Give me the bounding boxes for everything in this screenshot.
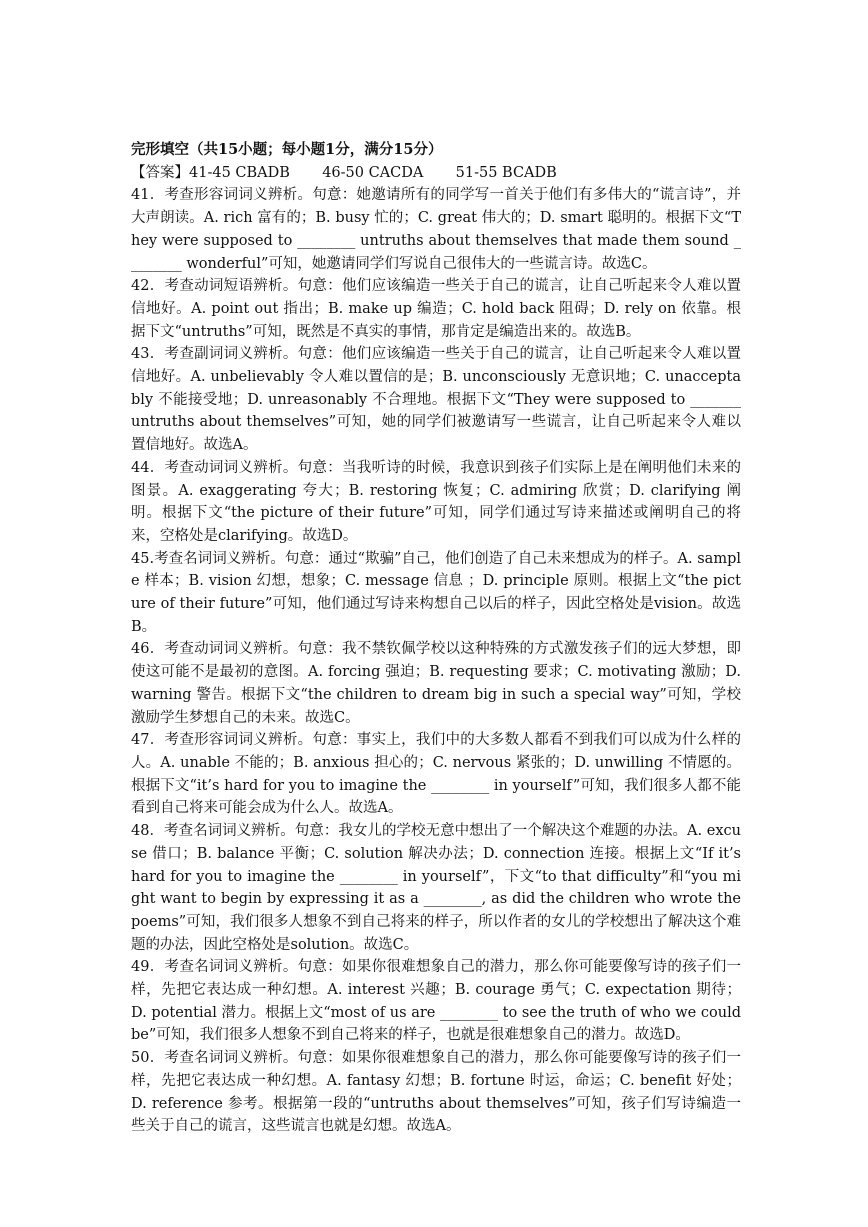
answer-key: [131, 162, 741, 185]
explanation-49: 49．考查名词词义辨析。句意：如果你很难想象自己的潜力，那么你可能要像写诗的孩子们一样，先把它表达成一种幻想。A. interest 兴趣；B. courage 勇气；C. expectation 期待；D. potential 潜力。根据上文“most of us are ________ to see the truth of who we could be”可知，我们很多人想象不到自己将来的样子，也就是很难想象自己的潜力。故选D。: [131, 959, 741, 1044]
explanation-50: 50．考查名词词义辨析。句意：如果你很难想象自己的潜力，那么你可能要像写诗的孩子们一样，先把它表达成一种幻想。A. fantasy 幻想；B. fortune 时运，命运；C. benefit 好处；D. reference 参考。根据第一段的“untruths about themselves”可知，孩子们写诗编造一些关于自己的谎言，这些谎言也就是幻想。故选A。: [131, 1050, 741, 1135]
explanation-45: 45.考查名词词义辨析。句意：通过“欺骗”自己，他们创造了自己未来想成为的样子。A. sample 样本；B. vision 幻想，想象；C. message 信息 ；D. principle 原则。根据上文“the picture of their future”可知，他们通过写诗来构想自己以后的样子，因此空格处是vision。故选B。: [131, 550, 741, 635]
explanation-47: 47．考查形容词词义辨析。句意：事实上，我们中的大多数人都看不到我们可以成为什么样的人。A. unable 不能的；B. anxious 担心的；C. nervous 紧张的；D. unwilling 不情愿的。根据下文“it’s hard for you to imagine the ________ in yourself”可知，我们很多人都不能看到自己将来可能会成为什么人。故选A。: [131, 732, 741, 817]
section-title: 完形填空（共15小题；每小题1分，满分15分）: [131, 141, 443, 158]
explanation-44: 44．考查动词词义辨析。句意：当我听诗的时候，我意识到孩子们实际上是在阐明他们未来的图景。A. exaggerating 夸大；B. restoring 恢复；C. admiring 欣赏；D. clarifying 阐明。根据下文“the picture of their future”可知，同学们通过写诗来描述或阐明自己的将来，空格处是clarifying。故选D。: [131, 459, 741, 544]
explanation-42: 42．考查动词短语辨析。句意：他们应该编造一些关于自己的谎言，让自己听起来令人难以置信地好。A. point out 指出；B. make up 编造；C. hold back 阻碍；D. rely on 依靠。根据下文“untruths”可知，既然是不真实的事情，那肯定是编造出来的。故选B。: [131, 278, 741, 340]
explanation-48: 48．考查名词词义辨析。句意：我女儿的学校无意中想出了一个解决这个难题的办法。A. excuse 借口；B. balance 平衡；C. solution 解决办法；D. connection 连接。根据上文“If it’s hard for you to imagine the ________ in yourself”，下文“to that difficulty”和“you might want to begin by expressing it as a ________, as did the children who wrote the poems”可知，我们很多人想象不到自己将来的样子，所以作者的女儿的学校想出了解决这个难题的办法，因此空格处是solution。故选C。: [131, 823, 741, 953]
answer-group-2: 46-50 CACDA: [322, 164, 424, 181]
answer-group-3: 51-55 BCADB: [455, 164, 557, 181]
explanation-41: 41．考查形容词词义辨析。句意：她邀请所有的同学写一首关于他们有多伟大的“谎言诗”，并大声朗读。A. rich 富有的；B. busy 忙的；C. great 伟大的；D. smart 聪明的。根据下文“They were supposed to ________ untruths about themselves that made them sound ________ wonderful”可知，她邀请同学们写说自己很伟大的一些谎言诗。故选C。: [131, 187, 741, 272]
cloze-answer-section: [131, 139, 741, 1138]
explanation-46: 46．考查动词词义辨析。句意：我不禁钦佩学校以这种特殊的方式激发孩子们的远大梦想，即使这可能不是最初的意图。A. forcing 强迫；B. requesting 要求；C. motivating 激励；D. warning 警告。根据下文“the children to dream big in such a special way”可知，学校激励学生梦想自己的未来。故选C。: [131, 641, 741, 726]
answer-group-1: 41-45 CBADB: [189, 164, 290, 181]
explanation-43: 43．考查副词词义辨析。句意：他们应该编造一些关于自己的谎言，让自己听起来令人难以置信地好。A. unbelievably 令人难以置信的是；B. unconsciously 无意识地；C. unacceptably 不能接受地；D. unreasonably 不合理地。根据下文“They were supposed to _______ untruths about themselves”可知，她的同学们被邀请写一些谎言，让自己听起来令人难以置信地好。故选A。: [131, 346, 741, 454]
answer-label: 【答案】: [131, 164, 189, 181]
